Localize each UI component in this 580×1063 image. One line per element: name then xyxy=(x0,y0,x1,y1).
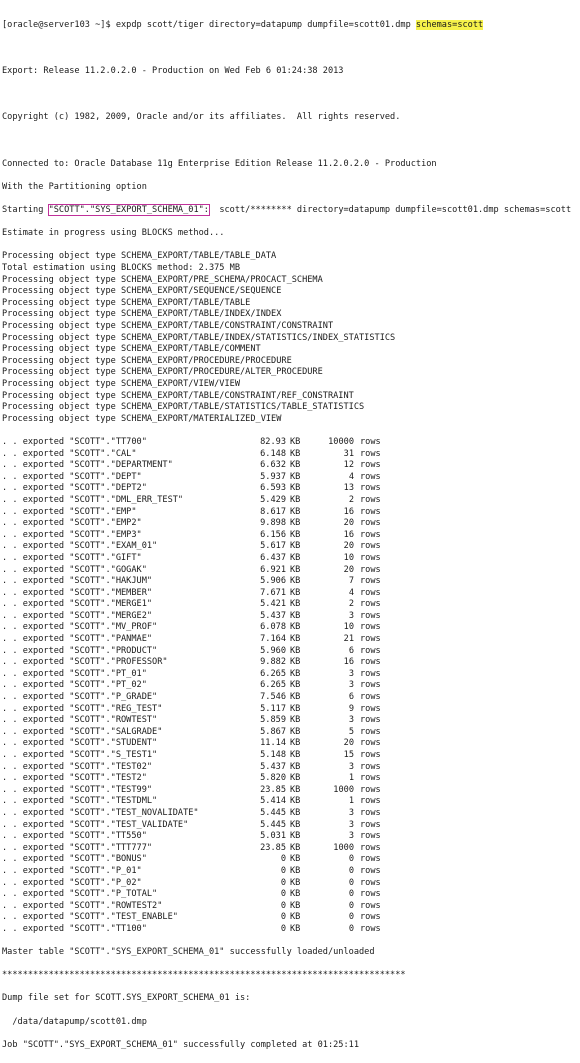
exported-size-unit: KB xyxy=(290,622,301,633)
exported-rows-label: rows xyxy=(360,865,381,876)
exported-size: 5.859 xyxy=(260,715,286,726)
exported-size-unit: KB xyxy=(290,610,301,621)
exported-table-name: . . exported "SCOTT"."TEST_VALIDATE" xyxy=(2,819,189,830)
exported-table-name: . . exported "SCOTT"."DML_ERR_TEST" xyxy=(2,494,184,505)
exported-table-name: . . exported "SCOTT"."MERGE2" xyxy=(2,610,153,621)
exported-table-name: . . exported "SCOTT"."TT100" xyxy=(2,923,147,934)
exported-size: 6.148 xyxy=(260,448,286,459)
exported-rows-label: rows xyxy=(360,796,381,807)
exported-rows-label: rows xyxy=(360,750,381,760)
exported-table-name: . . exported "SCOTT"."MEMBER" xyxy=(2,587,153,598)
exported-table-name: . . exported "SCOTT"."TT550" xyxy=(2,831,147,842)
processing-line: Processing object type SCHEMA_EXPORT/TABLE/CONSTRAINT/REF_CONSTRAINT xyxy=(2,390,354,401)
exported-row xyxy=(2,449,580,461)
exported-row xyxy=(2,762,580,774)
exported-size-unit: KB xyxy=(290,819,301,830)
processing-line: Processing object type SCHEMA_EXPORT/VIEW/VIEW xyxy=(2,379,240,389)
exported-size-unit: KB xyxy=(290,692,301,703)
exported-size-unit: KB xyxy=(290,807,301,818)
exported-size: 5.437 xyxy=(260,610,286,621)
exported-size: 0 xyxy=(280,912,286,923)
job-completed-line: Job "SCOTT"."SYS_EXPORT_SCHEMA_01" successfully completed at 01:25:11 xyxy=(2,1039,359,1050)
exported-row xyxy=(2,599,580,611)
exported-table-list xyxy=(2,437,580,936)
exported-table-name: . . exported "SCOTT"."BONUS" xyxy=(2,854,147,865)
exported-table-name: . . exported "SCOTT"."MERGE1" xyxy=(2,599,153,610)
exported-rows-label: rows xyxy=(360,854,381,865)
exported-size: 11.14 xyxy=(260,738,286,749)
exported-table-name: . . exported "SCOTT"."S_TEST1" xyxy=(2,750,158,760)
exported-table-name: . . exported "SCOTT"."P_02" xyxy=(2,877,142,888)
exported-table-name: . . exported "SCOTT"."PT_02" xyxy=(2,680,147,691)
exported-size: 7.671 xyxy=(260,587,286,598)
exported-rows-label: rows xyxy=(360,587,381,598)
exported-table-name: . . exported "SCOTT"."TEST02" xyxy=(2,761,153,772)
exported-rows-label: rows xyxy=(360,900,381,911)
exported-size-unit: KB xyxy=(290,854,301,865)
dump-path-line: /data/datapump/scott01.dmp xyxy=(2,1016,147,1027)
exported-row-count: 0 xyxy=(348,889,354,900)
exported-size-unit: KB xyxy=(290,668,301,679)
exported-row-count: 6 xyxy=(348,692,354,703)
exported-row xyxy=(2,588,580,600)
exported-table-name: . . exported "SCOTT"."DEPT" xyxy=(2,471,142,482)
exported-table-name: . . exported "SCOTT"."P_GRADE" xyxy=(2,692,158,703)
exported-rows-label: rows xyxy=(360,576,381,587)
exported-row xyxy=(2,796,580,808)
exported-size: 7.164 xyxy=(260,634,286,645)
exported-size-unit: KB xyxy=(290,796,301,807)
job-name-highlight: "SCOTT"."SYS_EXPORT_SCHEMA_01": xyxy=(48,205,209,216)
exported-size: 5.867 xyxy=(260,726,286,737)
exported-size-unit: KB xyxy=(290,529,301,540)
exported-row xyxy=(2,715,580,727)
exported-table-name: . . exported "SCOTT"."DEPT2" xyxy=(2,483,147,494)
exported-row-count: 16 xyxy=(343,657,354,668)
exported-row-count: 0 xyxy=(348,865,354,876)
exported-table-name: . . exported "SCOTT"."GIFT" xyxy=(2,552,142,563)
starting-suffix: scott/******** directory=datapump dumpfile=scott01.dmp schemas=scott xyxy=(208,205,572,216)
exported-size-unit: KB xyxy=(290,900,301,911)
exported-rows-label: rows xyxy=(360,634,381,645)
exported-size: 5.148 xyxy=(260,750,286,760)
exported-table-name: . . exported "SCOTT"."REG_TEST" xyxy=(2,703,163,714)
exported-size: 5.421 xyxy=(260,599,286,610)
exported-table-name: . . exported "SCOTT"."TTT777" xyxy=(2,842,153,853)
exported-table-name: . . exported "SCOTT"."P_TOTAL" xyxy=(2,889,158,900)
exported-size: 8.617 xyxy=(260,506,286,517)
exported-row-count: 16 xyxy=(343,506,354,517)
exported-size-unit: KB xyxy=(290,865,301,876)
exported-size: 5.445 xyxy=(260,819,286,830)
exported-size-unit: KB xyxy=(290,773,301,784)
blank-line xyxy=(2,43,580,55)
exported-row xyxy=(2,646,580,658)
exported-size: 0 xyxy=(280,900,286,911)
exported-rows-label: rows xyxy=(360,552,381,563)
exported-size: 0 xyxy=(280,923,286,934)
exported-row xyxy=(2,611,580,623)
dump-header-line: Dump file set for SCOTT.SYS_EXPORT_SCHEMA_01 is: xyxy=(2,993,251,1004)
exported-size-unit: KB xyxy=(290,889,301,900)
exported-rows-label: rows xyxy=(360,460,381,471)
exported-row xyxy=(2,634,580,646)
exported-row xyxy=(2,854,580,866)
exported-table-name: . . exported "SCOTT"."PT_01" xyxy=(2,668,147,679)
exported-row-count: 0 xyxy=(348,877,354,888)
exported-size-unit: KB xyxy=(290,877,301,888)
exported-row-count: 0 xyxy=(348,923,354,934)
exported-rows-label: rows xyxy=(360,610,381,621)
exported-size-unit: KB xyxy=(290,587,301,598)
exported-row-count: 3 xyxy=(348,715,354,726)
exported-row xyxy=(2,692,580,704)
starting-prefix: Starting xyxy=(2,205,49,216)
exported-size-unit: KB xyxy=(290,634,301,645)
exported-rows-label: rows xyxy=(360,518,381,529)
exported-size: 9.882 xyxy=(260,657,286,668)
copyright-line: Copyright (c) 1982, 2009, Oracle and/or its affiliates. All rights reserved. xyxy=(2,112,401,123)
blank-line xyxy=(2,136,580,148)
exported-table-name: . . exported "SCOTT"."STUDENT" xyxy=(2,738,158,749)
exported-row xyxy=(2,622,580,634)
exported-size: 0 xyxy=(280,865,286,876)
exported-size: 5.031 xyxy=(260,831,286,842)
exported-table-name: . . exported "SCOTT"."CAL" xyxy=(2,448,137,459)
exported-row-count: 9 xyxy=(348,703,354,714)
separator-line: ****************************************************************************** xyxy=(2,970,406,981)
exported-size: 5.429 xyxy=(260,494,286,505)
exported-size-unit: KB xyxy=(290,518,301,529)
exported-table-name: . . exported "SCOTT"."MV_PROF" xyxy=(2,622,158,633)
exported-table-name: . . exported "SCOTT"."TEST_NOVALIDATE" xyxy=(2,807,199,818)
exported-table-name: . . exported "SCOTT"."PANMAE" xyxy=(2,634,153,645)
exported-table-name: . . exported "SCOTT"."EMP" xyxy=(2,506,137,517)
exported-table-name: . . exported "SCOTT"."GOGAK" xyxy=(2,564,147,575)
exported-row-count: 7 xyxy=(348,576,354,587)
exported-row-count: 20 xyxy=(343,738,354,749)
exported-row xyxy=(2,878,580,890)
exported-size: 7.546 xyxy=(260,692,286,703)
exported-row xyxy=(2,866,580,878)
exported-rows-label: rows xyxy=(360,761,381,772)
exported-size: 5.937 xyxy=(260,471,286,482)
exported-row xyxy=(2,541,580,553)
exported-row xyxy=(2,912,580,924)
exported-size-unit: KB xyxy=(290,657,301,668)
exported-size: 6.078 xyxy=(260,622,286,633)
processing-line: Processing object type SCHEMA_EXPORT/TABLE/COMMENT xyxy=(2,344,261,355)
processing-line: Processing object type SCHEMA_EXPORT/SEQUENCE/SEQUENCE xyxy=(2,286,282,297)
processing-line: Processing object type SCHEMA_EXPORT/TABLE/CONSTRAINT/CONSTRAINT xyxy=(2,321,334,332)
exported-row-count: 2 xyxy=(348,494,354,505)
exported-row-count: 20 xyxy=(343,518,354,529)
exported-table-name: . . exported "SCOTT"."PRODUCT" xyxy=(2,645,158,656)
exported-row xyxy=(2,553,580,565)
exported-rows-label: rows xyxy=(360,436,381,447)
exported-size-unit: KB xyxy=(290,761,301,772)
exported-rows-label: rows xyxy=(360,912,381,923)
exported-size: 6.156 xyxy=(260,529,286,540)
exported-row-count: 4 xyxy=(348,471,354,482)
exported-rows-label: rows xyxy=(360,738,381,749)
exported-row-count: 12 xyxy=(343,460,354,471)
exported-row-count: 13 xyxy=(343,483,354,494)
exported-table-name: . . exported "SCOTT"."EXAM_01" xyxy=(2,541,158,552)
processing-line: Processing object type SCHEMA_EXPORT/TABLE/STATISTICS/TABLE_STATISTICS xyxy=(2,402,365,413)
exported-row-count: 3 xyxy=(348,831,354,842)
exported-size: 6.632 xyxy=(260,460,286,471)
exported-rows-label: rows xyxy=(360,807,381,818)
partitioning-line: With the Partitioning option xyxy=(2,181,147,192)
exported-table-name: . . exported "SCOTT"."EMP2" xyxy=(2,518,142,529)
connected-line: Connected to: Oracle Database 11g Enterprise Edition Release 11.2.0.2.0 - Production xyxy=(2,158,437,169)
exported-size-unit: KB xyxy=(290,436,301,447)
exported-size: 9.898 xyxy=(260,518,286,529)
exported-row-count: 3 xyxy=(348,807,354,818)
exported-row-count: 3 xyxy=(348,761,354,772)
processing-line: Processing object type SCHEMA_EXPORT/PROCEDURE/PROCEDURE xyxy=(2,355,292,366)
exported-size-unit: KB xyxy=(290,912,301,923)
exported-table-name: . . exported "SCOTT"."EMP3" xyxy=(2,529,142,540)
processing-line: Processing object type SCHEMA_EXPORT/TABLE/TABLE_DATA xyxy=(2,251,277,262)
exported-row-count: 10 xyxy=(343,622,354,633)
exported-rows-label: rows xyxy=(360,668,381,679)
exported-size: 6.921 xyxy=(260,564,286,575)
exported-rows-label: rows xyxy=(360,564,381,575)
exported-size-unit: KB xyxy=(290,831,301,842)
exported-row xyxy=(2,773,580,785)
exported-rows-label: rows xyxy=(360,842,381,853)
exported-rows-label: rows xyxy=(360,923,381,934)
exported-size: 82.93 xyxy=(260,436,286,447)
master-table-line: Master table "SCOTT"."SYS_EXPORT_SCHEMA_01" successfully loaded/unloaded xyxy=(2,947,375,958)
exported-rows-label: rows xyxy=(360,726,381,737)
exported-table-name: . . exported "SCOTT"."DEPARTMENT" xyxy=(2,460,173,471)
exported-size: 5.617 xyxy=(260,541,286,552)
exported-table-name: . . exported "SCOTT"."TEST99" xyxy=(2,784,153,795)
exported-row xyxy=(2,507,580,519)
exported-row-count: 15 xyxy=(343,750,354,760)
command-line xyxy=(2,20,580,32)
exported-row-count: 0 xyxy=(348,854,354,865)
blank-line xyxy=(2,89,580,101)
processing-line: Processing object type SCHEMA_EXPORT/TABLE/TABLE xyxy=(2,297,251,308)
exported-size-unit: KB xyxy=(290,842,301,853)
exported-rows-label: rows xyxy=(360,889,381,900)
exported-row xyxy=(2,750,580,762)
exported-rows-label: rows xyxy=(360,692,381,703)
exported-size-unit: KB xyxy=(290,715,301,726)
processing-line: Processing object type SCHEMA_EXPORT/TABLE/INDEX/STATISTICS/INDEX_STATISTICS xyxy=(2,332,396,343)
exported-row xyxy=(2,704,580,716)
processing-line: Processing object type SCHEMA_EXPORT/PRE_SCHEMA/PROCACT_SCHEMA xyxy=(2,274,323,285)
exported-rows-label: rows xyxy=(360,541,381,552)
exported-row-count: 10000 xyxy=(328,436,354,447)
processing-line: Total estimation using BLOCKS method: 2.375 MB xyxy=(2,263,240,274)
exported-row xyxy=(2,808,580,820)
exported-size-unit: KB xyxy=(290,703,301,714)
exported-row-count: 1000 xyxy=(333,784,354,795)
exported-size: 5.960 xyxy=(260,645,286,656)
exported-size-unit: KB xyxy=(290,541,301,552)
exported-row xyxy=(2,831,580,843)
exported-row xyxy=(2,727,580,739)
exported-rows-label: rows xyxy=(360,599,381,610)
exported-size-unit: KB xyxy=(290,494,301,505)
exported-rows-label: rows xyxy=(360,529,381,540)
exported-rows-label: rows xyxy=(360,831,381,842)
exported-rows-label: rows xyxy=(360,622,381,633)
exported-row xyxy=(2,472,580,484)
exported-size-unit: KB xyxy=(290,680,301,691)
processing-line: Processing object type SCHEMA_EXPORT/TABLE/INDEX/INDEX xyxy=(2,309,282,320)
command-text: expdp scott/tiger directory=datapump dumpfile=scott01.dmp xyxy=(115,19,416,30)
exported-size: 5.906 xyxy=(260,576,286,587)
exported-row xyxy=(2,483,580,495)
exported-size: 6.265 xyxy=(260,680,286,691)
exported-row xyxy=(2,460,580,472)
exported-rows-label: rows xyxy=(360,715,381,726)
exported-row xyxy=(2,437,580,449)
exported-rows-label: rows xyxy=(360,657,381,668)
exported-row xyxy=(2,820,580,832)
exported-row-count: 20 xyxy=(343,541,354,552)
exported-size-unit: KB xyxy=(290,576,301,587)
starting-line xyxy=(2,205,580,217)
exported-row xyxy=(2,576,580,588)
exported-size-unit: KB xyxy=(290,483,301,494)
exported-row-count: 1000 xyxy=(333,842,354,853)
exported-size: 5.437 xyxy=(260,761,286,772)
exported-size-unit: KB xyxy=(290,448,301,459)
exported-row xyxy=(2,843,580,855)
exported-rows-label: rows xyxy=(360,645,381,656)
exported-row-count: 3 xyxy=(348,610,354,621)
exported-table-name: . . exported "SCOTT"."TEST_ENABLE" xyxy=(2,912,178,923)
exported-rows-label: rows xyxy=(360,877,381,888)
exported-row xyxy=(2,901,580,913)
estimate-line: Estimate in progress using BLOCKS method... xyxy=(2,228,225,239)
exported-size: 23.85 xyxy=(260,784,286,795)
exported-rows-label: rows xyxy=(360,483,381,494)
exported-row-count: 4 xyxy=(348,587,354,598)
exported-size-unit: KB xyxy=(290,738,301,749)
exported-rows-label: rows xyxy=(360,448,381,459)
exported-row xyxy=(2,738,580,750)
exported-size-unit: KB xyxy=(290,726,301,737)
exported-row-count: 5 xyxy=(348,726,354,737)
exported-size: 6.265 xyxy=(260,668,286,679)
exported-size: 5.414 xyxy=(260,796,286,807)
processing-list xyxy=(2,251,580,425)
exported-row xyxy=(2,680,580,692)
exported-row-count: 2 xyxy=(348,599,354,610)
exported-row-count: 3 xyxy=(348,819,354,830)
exported-table-name: . . exported "SCOTT"."PROFESSOR" xyxy=(2,657,168,668)
exported-row-count: 1 xyxy=(348,773,354,784)
exported-size: 0 xyxy=(280,854,286,865)
exported-row-count: 0 xyxy=(348,912,354,923)
exported-size-unit: KB xyxy=(290,552,301,563)
processing-line: Processing object type SCHEMA_EXPORT/PROCEDURE/ALTER_PROCEDURE xyxy=(2,367,323,378)
exported-row xyxy=(2,530,580,542)
exported-size: 5.445 xyxy=(260,807,286,818)
exported-table-name: . . exported "SCOTT"."HAKJUM" xyxy=(2,576,153,587)
shell-prompt: [oracle@server103 ~]$ xyxy=(2,19,116,30)
exported-size-unit: KB xyxy=(290,645,301,656)
exported-size: 23.85 xyxy=(260,842,286,853)
exported-rows-label: rows xyxy=(360,471,381,482)
exported-row xyxy=(2,657,580,669)
export-banner: Export: Release 11.2.0.2.0 - Production on Wed Feb 6 01:24:38 2013 xyxy=(2,65,344,76)
command-highlight: schemas=scott xyxy=(415,19,484,30)
exported-row xyxy=(2,518,580,530)
exported-row xyxy=(2,669,580,681)
exported-size: 5.820 xyxy=(260,773,286,784)
exported-size-unit: KB xyxy=(290,923,301,934)
exported-row-count: 21 xyxy=(343,634,354,645)
exported-size-unit: KB xyxy=(290,564,301,575)
exported-size: 0 xyxy=(280,889,286,900)
exported-row xyxy=(2,924,580,936)
exported-size-unit: KB xyxy=(290,784,301,795)
exported-table-name: . . exported "SCOTT"."P_01" xyxy=(2,865,142,876)
exported-size: 0 xyxy=(280,877,286,888)
exported-size-unit: KB xyxy=(290,599,301,610)
exported-size-unit: KB xyxy=(290,460,301,471)
exported-row xyxy=(2,565,580,577)
exported-row-count: 20 xyxy=(343,564,354,575)
exported-row-count: 31 xyxy=(343,448,354,459)
exported-size-unit: KB xyxy=(290,471,301,482)
exported-row-count: 3 xyxy=(348,668,354,679)
exported-rows-label: rows xyxy=(360,506,381,517)
exported-rows-label: rows xyxy=(360,703,381,714)
exported-table-name: . . exported "SCOTT"."TESTDML" xyxy=(2,796,158,807)
exported-rows-label: rows xyxy=(360,680,381,691)
exported-rows-label: rows xyxy=(360,773,381,784)
exported-row xyxy=(2,785,580,797)
exported-row-count: 0 xyxy=(348,900,354,911)
exported-rows-label: rows xyxy=(360,494,381,505)
processing-line: Processing object type SCHEMA_EXPORT/MATERIALIZED_VIEW xyxy=(2,413,282,424)
exported-row-count: 10 xyxy=(343,552,354,563)
exported-rows-label: rows xyxy=(360,784,381,795)
exported-row xyxy=(2,889,580,901)
exported-rows-label: rows xyxy=(360,819,381,830)
exported-size-unit: KB xyxy=(290,750,301,760)
exported-table-name: . . exported "SCOTT"."SALGRADE" xyxy=(2,726,163,737)
exported-table-name: . . exported "SCOTT"."ROWTEST" xyxy=(2,715,158,726)
exported-table-name: . . exported "SCOTT"."TEST2" xyxy=(2,773,147,784)
exported-size: 5.117 xyxy=(260,703,286,714)
exported-row-count: 16 xyxy=(343,529,354,540)
exported-size: 6.437 xyxy=(260,552,286,563)
exported-row xyxy=(2,495,580,507)
exported-table-name: . . exported "SCOTT"."TT700" xyxy=(2,436,147,447)
exported-row-count: 6 xyxy=(348,645,354,656)
exported-size: 6.593 xyxy=(260,483,286,494)
exported-row-count: 3 xyxy=(348,680,354,691)
exported-row-count: 1 xyxy=(348,796,354,807)
exported-size-unit: KB xyxy=(290,506,301,517)
exported-table-name: . . exported "SCOTT"."ROWTEST2" xyxy=(2,900,163,911)
